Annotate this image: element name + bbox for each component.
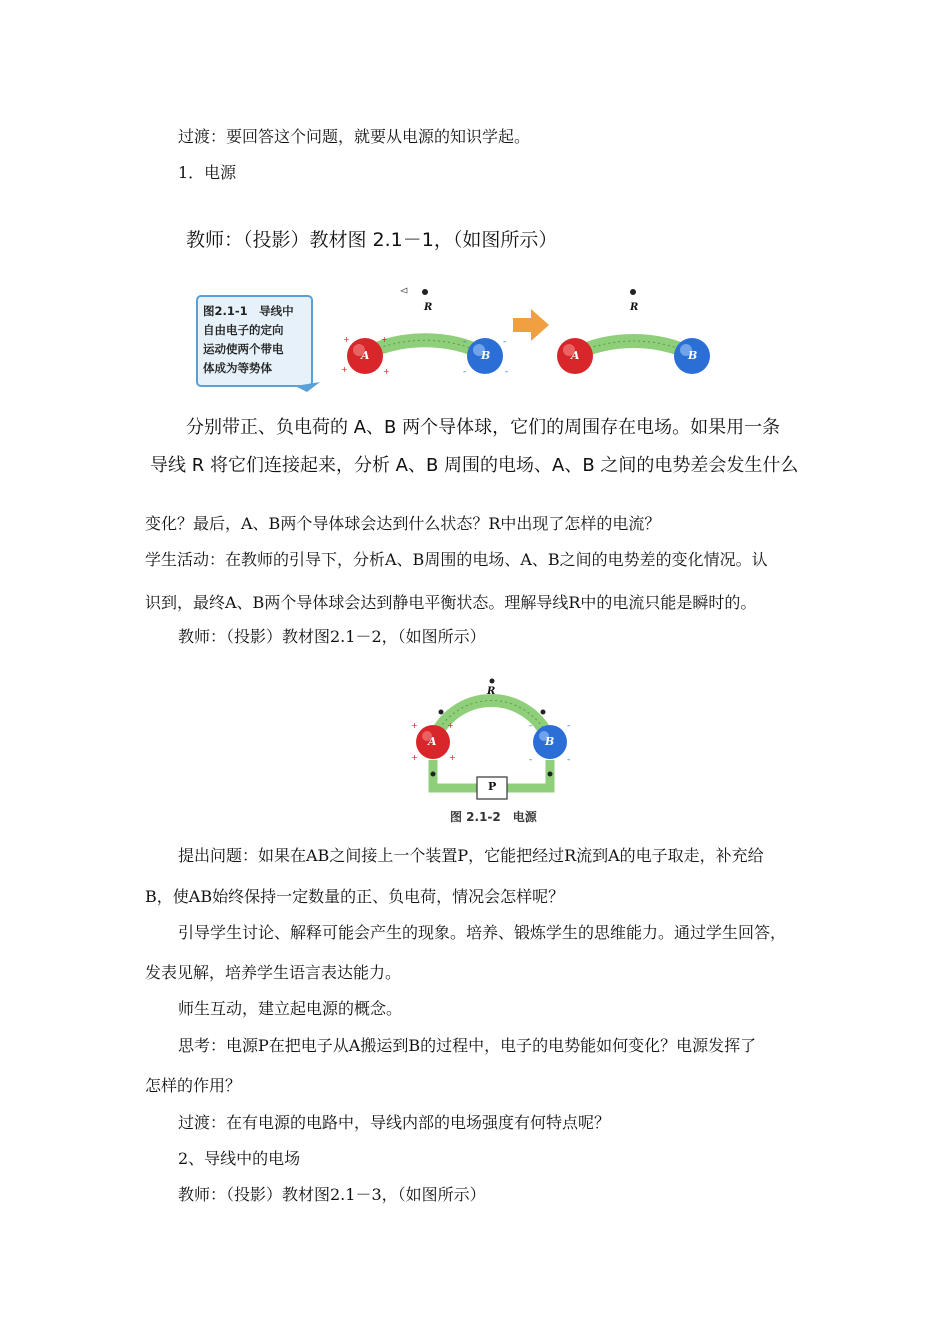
- svg-text:+: +: [411, 753, 418, 762]
- line-p13: 怎样的作用？: [145, 1076, 242, 1095]
- line-p11: 师生互动，建立起电源的概念。: [178, 999, 403, 1018]
- svg-text:-: -: [505, 367, 509, 377]
- svg-text:-: -: [463, 337, 467, 347]
- line-p9: 引导学生讨论、解释可能会产生的现象。培养、锻炼学生的思维能力。通过学生回答，: [178, 923, 787, 942]
- line-p7: 提出问题：如果在AB之间接上一个装置P，它能把经过R流到A的电子取走，补充给: [178, 846, 764, 865]
- svg-text:+: +: [381, 335, 388, 344]
- svg-text:+: +: [411, 721, 418, 730]
- section-heading-wire-field: 2、导线中的电场: [178, 1149, 301, 1168]
- line-p10: 发表见解，培养学生语言表达能力。: [145, 963, 402, 982]
- line-p14: 过渡：在有电源的电路中，导线内部的电场强度有何特点呢？: [178, 1113, 611, 1132]
- callout-line-3: 运动使两个带电: [203, 342, 284, 356]
- line-p16: 教师：（投影）教材图2.1－3，（如图所示）: [178, 1185, 486, 1204]
- fig1-label-r-left: R: [424, 302, 433, 313]
- fig2-label-b: B: [545, 735, 555, 748]
- fig1-label-b-left: B: [481, 349, 491, 362]
- fig1-label-r-right: R: [630, 302, 639, 313]
- svg-text:-: -: [529, 755, 533, 765]
- svg-text:+: +: [341, 365, 348, 374]
- svg-text:+: +: [447, 721, 454, 730]
- svg-text:+: +: [343, 335, 350, 344]
- svg-text:-: -: [567, 755, 571, 765]
- line-p6: 教师：（投影）教材图2.1－2，（如图所示）: [178, 627, 486, 646]
- fig2-label-r: R: [487, 686, 496, 697]
- fig1-label-a-left: A: [361, 349, 370, 362]
- line-p4: 学生活动：在教师的引导下，分析A、B周围的电场、A、B之间的电势差的变化情况。认: [145, 550, 768, 569]
- callout-line-2: 自由电子的定向: [203, 323, 284, 337]
- figure-2-caption: 图 2.1-2 电源: [450, 810, 537, 824]
- callout-line-1: 图2.1-1 导线中: [203, 304, 294, 318]
- line-p3: 变化？最后，A、B两个导体球会达到什么状态？R中出现了怎样的电流？: [145, 514, 661, 533]
- line-p12: 思考：电源P在把电子从A搬运到B的过程中，电子的电势能如何变化？电源发挥了: [178, 1036, 757, 1055]
- svg-text:+: +: [449, 753, 456, 762]
- figure-1-callout: [203, 302, 313, 378]
- fig1-label-b-right: B: [688, 349, 698, 362]
- line-p5: 识到，最终A、B两个导体球会达到静电平衡状态。理解导线R中的电流只能是瞬时的。: [145, 593, 757, 612]
- section-heading-power: 1．电源: [178, 163, 237, 182]
- figure-1-para-1: 分别带正、负电荷的 A、B 两个导体球，它们的周围存在电场。如果用一条: [186, 417, 781, 438]
- fig2-label-a: A: [428, 735, 437, 748]
- fig2-label-p: P: [488, 780, 497, 793]
- line-p1: 过渡：要回答这个问题，就要从电源的知识学起。: [178, 127, 531, 146]
- svg-text:-: -: [503, 337, 507, 347]
- svg-text:-: -: [529, 721, 533, 731]
- figure-1-para-2: 导线 R 将它们连接起来，分析 A、B 周围的电场、A、B 之间的电势差会发生什么: [150, 455, 799, 476]
- svg-text:-: -: [567, 721, 571, 731]
- figure-1-heading: 教师：（投影）教材图 2.1－1，（如图所示）: [186, 229, 558, 251]
- callout-line-4: 体成为等势体: [203, 361, 272, 375]
- fig1-label-a-right: A: [571, 349, 580, 362]
- svg-text:-: -: [463, 367, 467, 377]
- svg-text:+: +: [383, 367, 390, 376]
- line-p8: B，使AB始终保持一定数量的正、负电荷，情况会怎样呢？: [145, 887, 565, 906]
